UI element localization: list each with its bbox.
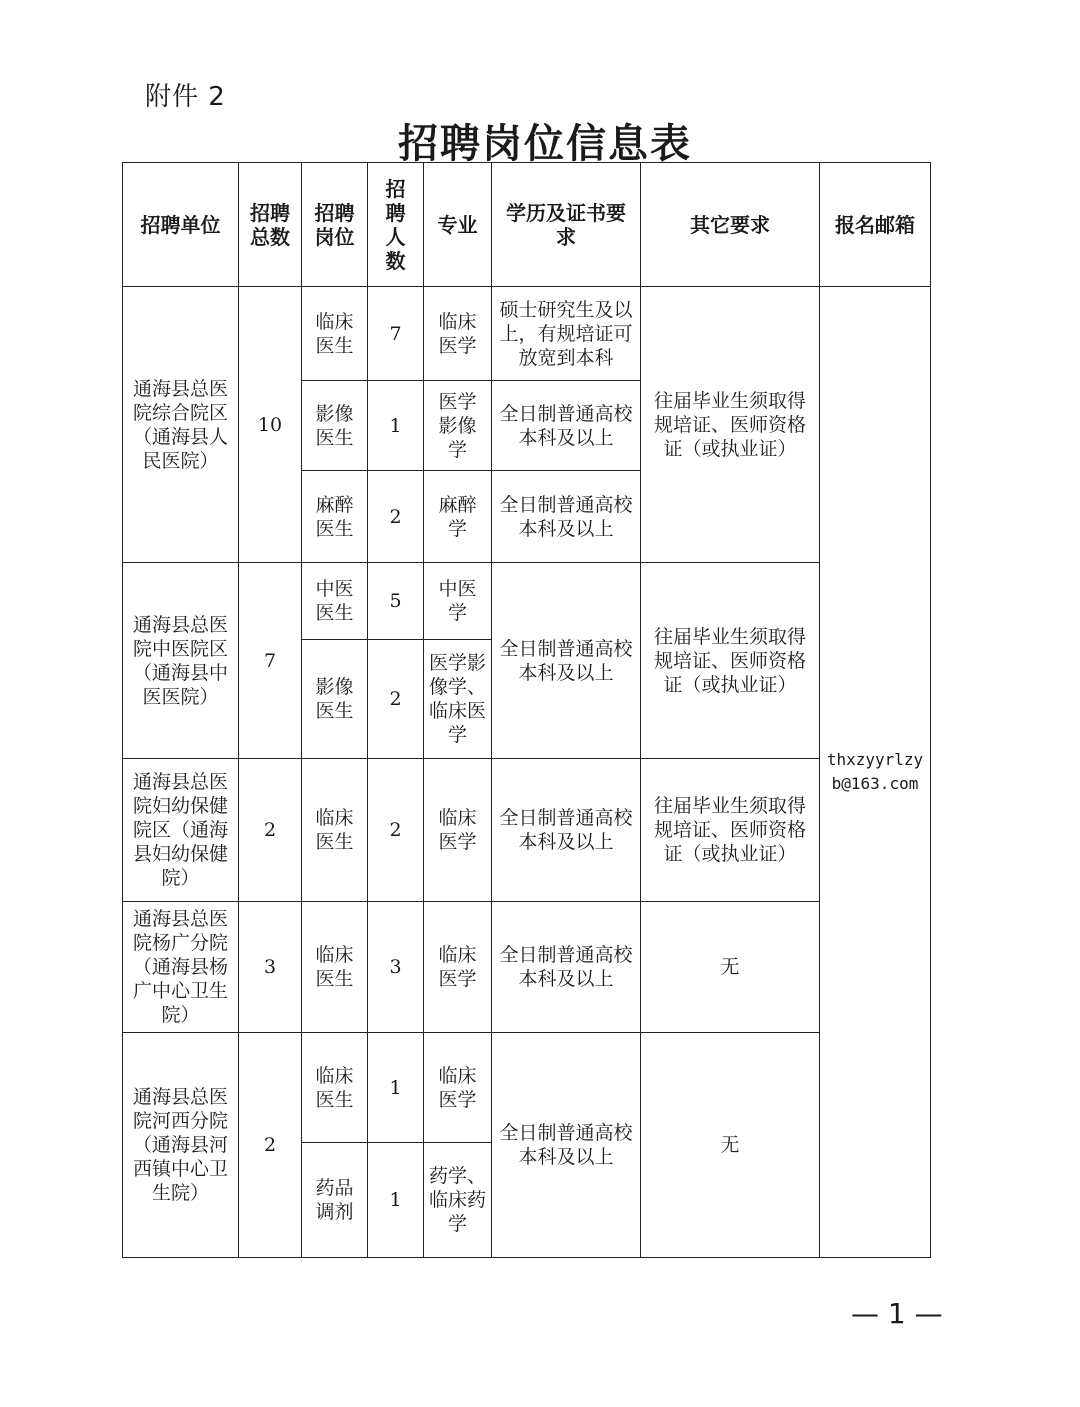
major-cell: 中医学 (424, 563, 492, 640)
header-education: 学历及证书要求 (492, 163, 641, 287)
position-cell: 临床医生 (302, 287, 368, 381)
major-cell: 临床医学 (424, 1033, 492, 1143)
unit-name: 通海县总医院综合院区（通海县人民医院） (123, 287, 239, 563)
education-cell: 硕士研究生及以上，有规培证可放宽到本科 (492, 287, 641, 381)
count-cell: 1 (368, 381, 424, 471)
header-other: 其它要求 (641, 163, 820, 287)
header-count: 招聘人数 (368, 163, 424, 287)
header-major: 专业 (424, 163, 492, 287)
education-cell: 全日制普通高校本科及以上 (492, 902, 641, 1033)
table-row (123, 759, 931, 902)
major-cell: 医学影像学、临床医学 (424, 640, 492, 759)
count-cell: 5 (368, 563, 424, 640)
header-position: 招聘岗位 (302, 163, 368, 287)
education-cell: 全日制普通高校本科及以上 (492, 1033, 641, 1258)
other-requirements: 无 (641, 902, 820, 1033)
page-number: — 1 — (851, 1297, 943, 1330)
table-row (123, 1033, 931, 1143)
major-cell: 临床医学 (424, 759, 492, 902)
major-cell: 临床医学 (424, 902, 492, 1033)
other-requirements: 往届毕业生须取得规培证、医师资格证（或执业证） (641, 287, 820, 563)
other-requirements: 无 (641, 1033, 820, 1258)
major-cell: 医学影像学 (424, 381, 492, 471)
unit-name: 通海县总医院妇幼保健院区（通海县妇幼保健院） (123, 759, 239, 902)
unit-total: 2 (239, 1033, 302, 1258)
major-cell: 麻醉学 (424, 471, 492, 563)
position-cell: 临床医生 (302, 902, 368, 1033)
unit-total: 7 (239, 563, 302, 759)
page-title: 招聘岗位信息表 (398, 121, 692, 167)
header-row (123, 163, 931, 287)
attachment-label: 附件 2 (145, 82, 226, 112)
position-cell: 影像医生 (302, 640, 368, 759)
unit-name: 通海县总医院杨广分院（通海县杨广中心卫生院） (123, 902, 239, 1033)
education-cell: 全日制普通高校本科及以上 (492, 471, 641, 563)
table-row (123, 563, 931, 640)
unit-total: 2 (239, 759, 302, 902)
count-cell: 2 (368, 759, 424, 902)
education-cell: 全日制普通高校本科及以上 (492, 381, 641, 471)
other-requirements: 往届毕业生须取得规培证、医师资格证（或执业证） (641, 563, 820, 759)
email-cell: thxzyyrlzyb@163.com (820, 287, 931, 1258)
table-row (123, 287, 931, 381)
education-cell: 全日制普通高校本科及以上 (492, 759, 641, 902)
education-cell: 全日制普通高校本科及以上 (492, 563, 641, 759)
other-requirements: 往届毕业生须取得规培证、医师资格证（或执业证） (641, 759, 820, 902)
position-cell: 麻醉医生 (302, 471, 368, 563)
count-cell: 7 (368, 287, 424, 381)
header-email: 报名邮箱 (820, 163, 931, 287)
position-cell: 影像医生 (302, 381, 368, 471)
position-cell: 临床医生 (302, 1033, 368, 1143)
count-cell: 1 (368, 1033, 424, 1143)
recruitment-table (122, 162, 931, 1258)
header-total: 招聘总数 (239, 163, 302, 287)
unit-total: 10 (239, 287, 302, 563)
count-cell: 2 (368, 640, 424, 759)
count-cell: 2 (368, 471, 424, 563)
count-cell: 1 (368, 1143, 424, 1258)
header-unit: 招聘单位 (123, 163, 239, 287)
position-cell: 临床医生 (302, 759, 368, 902)
table-row (123, 902, 931, 1033)
major-cell: 药学、临床药学 (424, 1143, 492, 1258)
major-cell: 临床医学 (424, 287, 492, 381)
unit-total: 3 (239, 902, 302, 1033)
unit-name: 通海县总医院中医院区（通海县中医医院） (123, 563, 239, 759)
unit-name: 通海县总医院河西分院（通海县河西镇中心卫生院） (123, 1033, 239, 1258)
position-cell: 中医医生 (302, 563, 368, 640)
position-cell: 药品调剂 (302, 1143, 368, 1258)
count-cell: 3 (368, 902, 424, 1033)
